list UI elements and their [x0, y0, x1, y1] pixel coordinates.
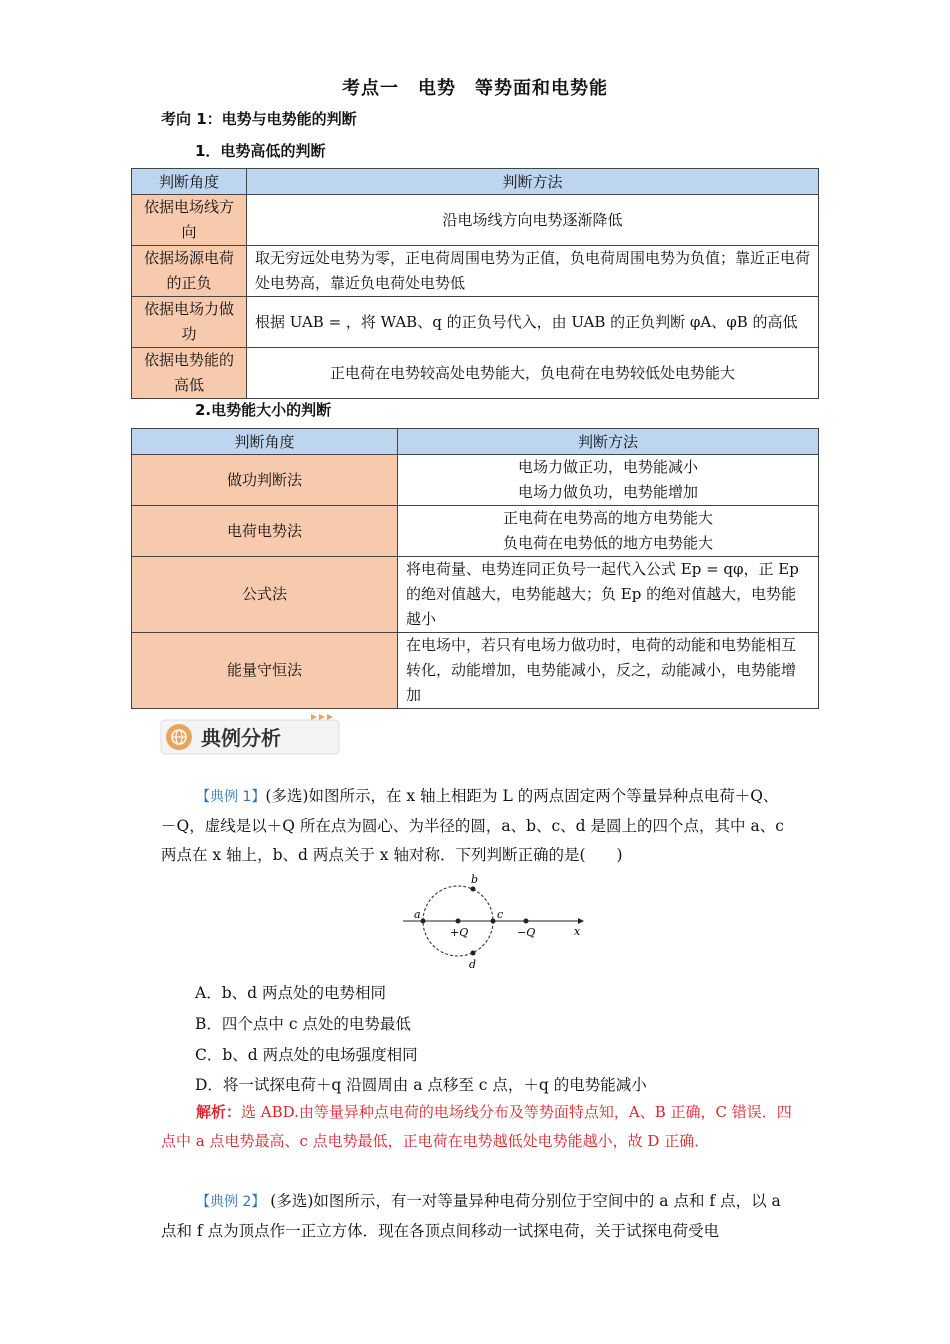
globe-icon — [166, 724, 192, 750]
table-cell-method: 在电场中，若只有电场力做功时，电荷的动能和电势能相互转化，动能增加，电势能减小，反之，动能减小，电势能增加 — [398, 633, 819, 709]
arrow-decoration-icon — [311, 714, 333, 720]
table-row — [132, 633, 819, 709]
table-row — [132, 246, 819, 297]
table-cell-category: 公式法 — [132, 557, 398, 633]
table-cell-method: 将电荷量、电势连同正负号一起代入公式 Ep = qφ，正 Ep 的绝对值越大，电势能越大；负 Ep 的绝对值越大，电势能越小 — [398, 557, 819, 633]
table-row — [132, 348, 819, 399]
table-cell-method: 正电荷在电势高的地方电势能大 负电荷在电势低的地方电势能大 — [398, 506, 819, 557]
point-c-label: c — [497, 908, 504, 921]
table-row — [132, 557, 819, 633]
example-1-question — [161, 782, 793, 870]
point-a-label: a — [414, 908, 421, 921]
section-heading: 考向 1：电势与电势能的判断 — [161, 110, 357, 128]
example-2-tag: 【典例 2】 — [196, 1194, 266, 1210]
example-2-text: (多选)如图所示，有一对等量异种电荷分别位于空间中的 a 点和 f 点，以 a 点和 f 点为顶点作一正立方体．现在各顶点间移动一试探电荷，关于试探电荷受电 — [161, 1192, 781, 1240]
example-1-tag: 【典例 1】 — [196, 789, 266, 805]
table-cell-method: 电场力做正功，电势能减小 电场力做负功，电势能增加 — [398, 455, 819, 506]
table-header-angle: 判断角度 — [132, 429, 398, 455]
table-header-row — [132, 169, 819, 195]
analysis-label: 解析： — [196, 1103, 242, 1121]
minus-q-label: −Q — [517, 926, 536, 939]
table-header-row — [132, 429, 819, 455]
x-axis-label: x — [574, 925, 581, 938]
table-cell-category: 依据场源电荷的正负 — [132, 246, 247, 297]
analysis-text: 选 ABD.由等量异种点电荷的电场线分布及等势面特点知，A、B 正确，C 错误．四点中 a 点电势最高、c 点电势最低，正电荷在电势越低处电势能越小，故 D 正确． — [161, 1103, 792, 1150]
table-header-method: 判断方法 — [398, 429, 819, 455]
point-b-label: b — [471, 873, 479, 886]
table-cell-category: 电荷电势法 — [132, 506, 398, 557]
table-row — [132, 455, 819, 506]
table-cell-method: 正电荷在电势较高处电势能大，负电荷在电势较低处电势能大 — [247, 348, 819, 399]
option-b: B．四个点中 c 点处的电势最低 — [195, 1015, 411, 1033]
example-analysis-badge — [159, 712, 341, 756]
plus-q-label: +Q — [450, 926, 469, 939]
charge-circle-figure — [398, 873, 588, 973]
option-d: D．将一试探电荷＋q 沿圆周由 a 点移至 c 点，＋q 的电势能减小 — [195, 1076, 647, 1094]
badge-label: 典例分析 — [201, 726, 281, 750]
subsection-heading-2: 2.电势能大小的判断 — [195, 401, 332, 419]
potential-energy-judgment-table — [131, 428, 819, 709]
table-cell-category: 能量守恒法 — [132, 633, 398, 709]
example-1-analysis — [161, 1098, 793, 1156]
table-cell-method: 根据 UAB = ，将 WAB、q 的正负号代入，由 UAB 的正负判断 φA、φB 的高低 — [247, 297, 819, 348]
table-cell-method: 沿电场线方向电势逐渐降低 — [247, 195, 819, 246]
table-cell-category: 依据电势能的高低 — [132, 348, 247, 399]
table-cell-category: 依据电场力做功 — [132, 297, 247, 348]
table-header-angle: 判断角度 — [132, 169, 247, 195]
example-2-question — [161, 1187, 793, 1246]
table-cell-category: 依据电场线方向 — [132, 195, 247, 246]
option-c: C．b、d 两点处的电场强度相同 — [195, 1046, 418, 1064]
table-header-method: 判断方法 — [247, 169, 819, 195]
table-row — [132, 297, 819, 348]
table-cell-method: 取无穷远处电势为零，正电荷周围电势为正值，负电荷周围电势为负值；靠近正电荷处电势高，靠近负电荷处电势低 — [247, 246, 819, 297]
page-title: 考点一 电势 等势面和电势能 — [342, 78, 608, 99]
subsection-heading-1: 1．电势高低的判断 — [195, 142, 326, 160]
point-d-label: d — [469, 958, 477, 971]
table-cell-category: 做功判断法 — [132, 455, 398, 506]
example-1-text: (多选)如图所示，在 x 轴上相距为 L 的两点固定两个等量异种点电荷＋Q、－Q，虚线是以＋Q 所在点为圆心、为半径的圆，a、b、c、d 是圆上的四个点，其中 a、c 两点在 x 轴上，b、d 两点关于 x 轴对称．下列判断正确的是( ) — [161, 787, 784, 864]
option-a: A．b、d 两点处的电势相同 — [195, 984, 386, 1002]
table-row — [132, 506, 819, 557]
table-row — [132, 195, 819, 246]
potential-judgment-table — [131, 168, 819, 399]
